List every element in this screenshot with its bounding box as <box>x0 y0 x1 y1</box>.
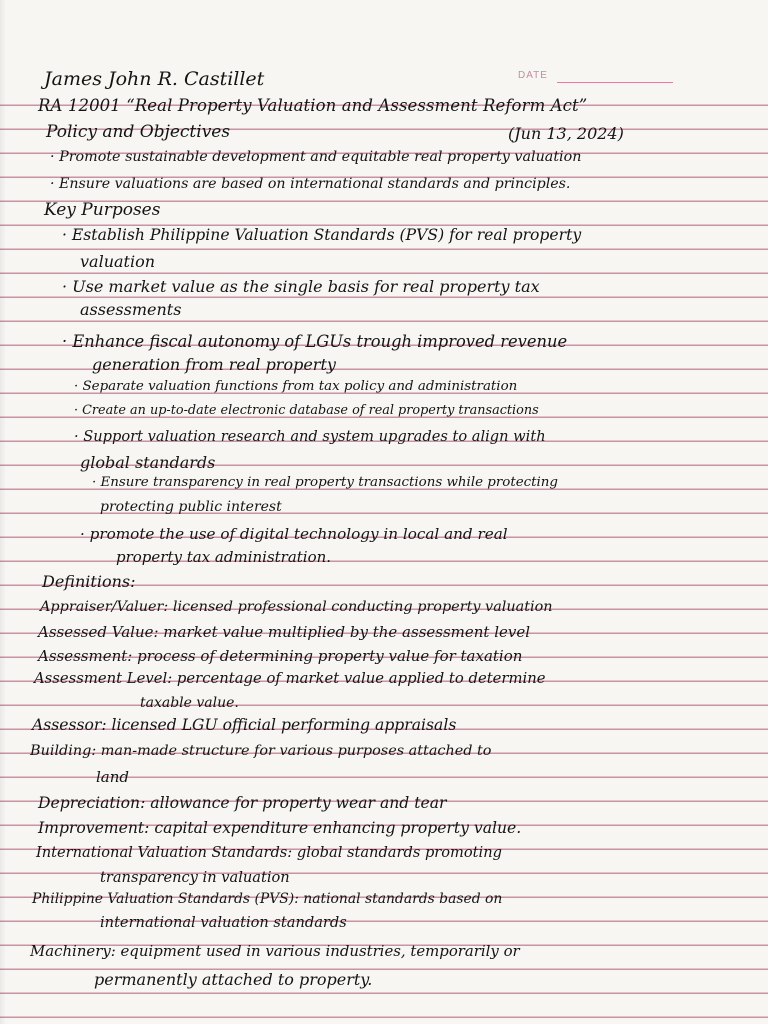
policy-item: · Promote sustainable development and equitable real property valuation <box>50 149 582 165</box>
definition-item: Appraiser/Valuer: licensed professional conducting property valuation <box>40 599 553 615</box>
author-name: James John R. Castillet <box>44 68 265 90</box>
purpose-item: assessments <box>80 300 182 319</box>
definition-item: Assessed Value: market value multiplied by the assessment level <box>38 623 531 641</box>
purpose-item: · Support valuation research and system upgrades to align with <box>74 428 546 445</box>
definition-item: Improvement: capital expenditure enhancing property value. <box>38 819 522 837</box>
definition-item: Building: man-made structure for various purposes attached to <box>30 743 492 759</box>
definition-item: Assessment: process of determining property value for taxation <box>38 647 523 665</box>
purpose-item: protecting public interest <box>100 499 282 515</box>
purpose-item: global standards <box>80 453 216 472</box>
purpose-item: · Enhance fiscal autonomy of LGUs trough improved revenue <box>62 332 568 351</box>
date-label: DATE <box>518 70 548 81</box>
definition-item: land <box>96 768 130 786</box>
definition-item: Assessment Level: percentage of market value applied to determine <box>34 670 546 687</box>
definition-item: International Valuation Standards: global standards promoting <box>36 844 502 861</box>
definition-item: Philippine Valuation Standards (PVS): national standards based on <box>32 891 503 907</box>
date-line <box>557 82 673 83</box>
key-purposes-heading: Key Purposes <box>44 200 161 220</box>
definition-item: Assessor: licensed LGU official performing appraisals <box>32 716 457 734</box>
purpose-item: · promote the use of digital technology in local and real <box>80 525 508 543</box>
definition-item: transparency in valuation <box>100 869 290 886</box>
purpose-item: · Ensure transparency in real property transactions while protecting <box>92 475 558 490</box>
page-edge-shadow <box>0 0 6 1024</box>
policy-item: · Ensure valuations are based on international standards and principles. <box>50 176 571 192</box>
definition-item: Machinery: equipment used in various industries, temporarily or <box>30 942 520 960</box>
purpose-item: · Use market value as the single basis for real property tax <box>62 277 540 296</box>
definition-item: taxable value. <box>140 695 239 711</box>
act-date: (Jun 13, 2024) <box>508 124 624 143</box>
purpose-item: generation from real property <box>92 355 336 374</box>
purpose-item: property tax administration. <box>116 548 332 566</box>
purpose-item: · Separate valuation functions from tax policy and administration <box>74 379 518 394</box>
definition-item: permanently attached to property. <box>94 970 373 989</box>
definition-item: Depreciation: allowance for property wear and tear <box>38 794 447 812</box>
purpose-item: · Create an up-to-date electronic database of real property transactions <box>74 403 539 418</box>
act-title: RA 12001 “Real Property Valuation and Assessment Reform Act” <box>38 96 588 115</box>
policy-heading: Policy and Objectives <box>46 122 231 142</box>
purpose-item: · Establish Philippine Valuation Standards (PVS) for real property <box>62 226 582 244</box>
purpose-item: valuation <box>80 252 156 271</box>
definitions-heading: Definitions: <box>42 572 136 591</box>
definition-item: international valuation standards <box>100 914 347 931</box>
